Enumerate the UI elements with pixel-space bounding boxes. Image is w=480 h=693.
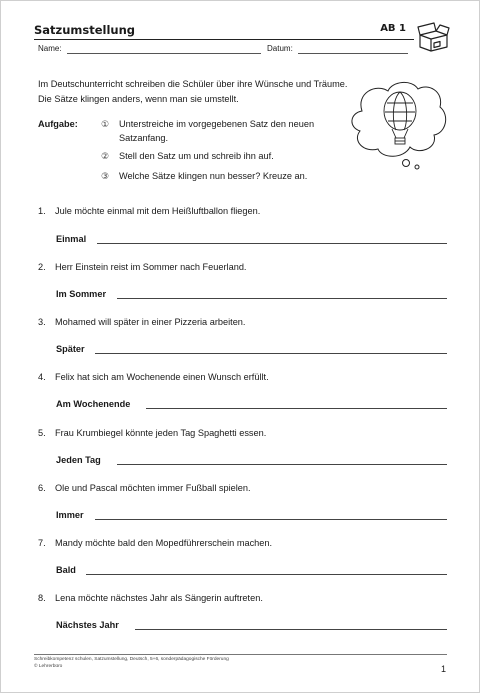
task-step	[101, 118, 361, 146]
answer-line[interactable]	[117, 464, 447, 465]
exercise-item	[38, 262, 438, 274]
date-field[interactable]	[298, 53, 408, 54]
hot-air-balloon-icon	[346, 79, 451, 171]
item-sentence: Ole und Pascal möchten immer Fußball spielen.	[55, 483, 251, 493]
item-sentence: Lena möchte nächstes Jahr als Sängerin auftreten.	[55, 593, 263, 603]
name-field[interactable]	[67, 53, 261, 54]
task-step	[101, 170, 361, 184]
answer-line[interactable]	[146, 408, 447, 409]
footer-text	[34, 657, 334, 670]
task-label: Aufgabe:	[38, 119, 78, 129]
page-title: Satzumstellung	[34, 23, 136, 37]
exercise-item	[38, 317, 438, 329]
step-number: ①	[101, 119, 110, 129]
exercise-item	[38, 206, 438, 218]
item-number: 4.	[38, 372, 46, 382]
answer-start: Im Sommer	[56, 289, 107, 299]
footer-copyright: © Lehrerbüro	[34, 663, 63, 669]
page-number: 1	[441, 664, 447, 674]
answer-line[interactable]	[97, 243, 447, 244]
answer-line[interactable]	[95, 519, 447, 520]
exercise-item	[38, 483, 438, 495]
footer-credits: Schreibkompetenz schulen, Satzumstellung, Deutsch, 5+6, sonderpädagogische Förderung	[34, 657, 229, 662]
item-sentence: Frau Krumbiegel könnte jeden Tag Spaghetti essen.	[55, 428, 267, 438]
header	[34, 21, 414, 40]
step-number: ②	[101, 151, 110, 161]
item-number: 7.	[38, 538, 46, 548]
answer-line[interactable]	[117, 298, 447, 299]
answer-start: Nächstes Jahr	[56, 620, 119, 630]
item-number: 8.	[38, 593, 46, 603]
sheet-label: AB 1	[380, 23, 406, 34]
item-number: 1.	[38, 206, 46, 216]
step-text: Stell den Satz um und schreib ihn auf.	[119, 151, 274, 161]
name-label: Name:	[38, 44, 62, 53]
item-number: 5.	[38, 428, 46, 438]
exercise-item	[38, 428, 438, 440]
answer-line[interactable]	[95, 353, 447, 354]
item-number: 6.	[38, 483, 46, 493]
exercise-item	[38, 372, 438, 384]
answer-start: Immer	[56, 510, 84, 520]
item-sentence: Herr Einstein reist im Sommer nach Feuerland.	[55, 262, 247, 272]
date-label: Datum:	[267, 44, 293, 53]
footer-divider	[34, 654, 447, 655]
item-number: 3.	[38, 317, 46, 327]
step-number: ③	[101, 171, 110, 181]
answer-start: Am Wochenende	[56, 399, 131, 409]
item-sentence: Felix hat sich am Wochenende einen Wunsch erfüllt.	[55, 372, 269, 382]
item-sentence: Mandy möchte bald den Mopedführerschein machen.	[55, 538, 273, 548]
item-sentence: Mohamed will später in einer Pizzeria arbeiten.	[55, 317, 246, 327]
answer-start: Später	[56, 344, 85, 354]
exercise-item	[38, 593, 438, 605]
task-step	[101, 150, 361, 164]
item-number: 2.	[38, 262, 46, 272]
answer-start: Jeden Tag	[56, 455, 101, 465]
intro-text: Im Deutschunterricht schreiben die Schüler über ihre Wünsche und Träume. Die Sätze klingen anders, wenn man sie umstellt.	[38, 79, 348, 104]
step-text: Unterstreiche im vorgegebenen Satz den neuen Satzanfang.	[119, 119, 315, 143]
step-text: Welche Sätze klingen nun besser? Kreuze an.	[119, 171, 308, 181]
exercise-item	[38, 538, 438, 550]
answer-start: Bald	[56, 565, 76, 575]
item-sentence: Jule möchte einmal mit dem Heißluftballon fliegen.	[55, 206, 261, 216]
box-icon	[416, 19, 450, 53]
answer-line[interactable]	[86, 574, 447, 575]
answer-start: Einmal	[56, 234, 87, 244]
answer-line[interactable]	[135, 629, 447, 630]
